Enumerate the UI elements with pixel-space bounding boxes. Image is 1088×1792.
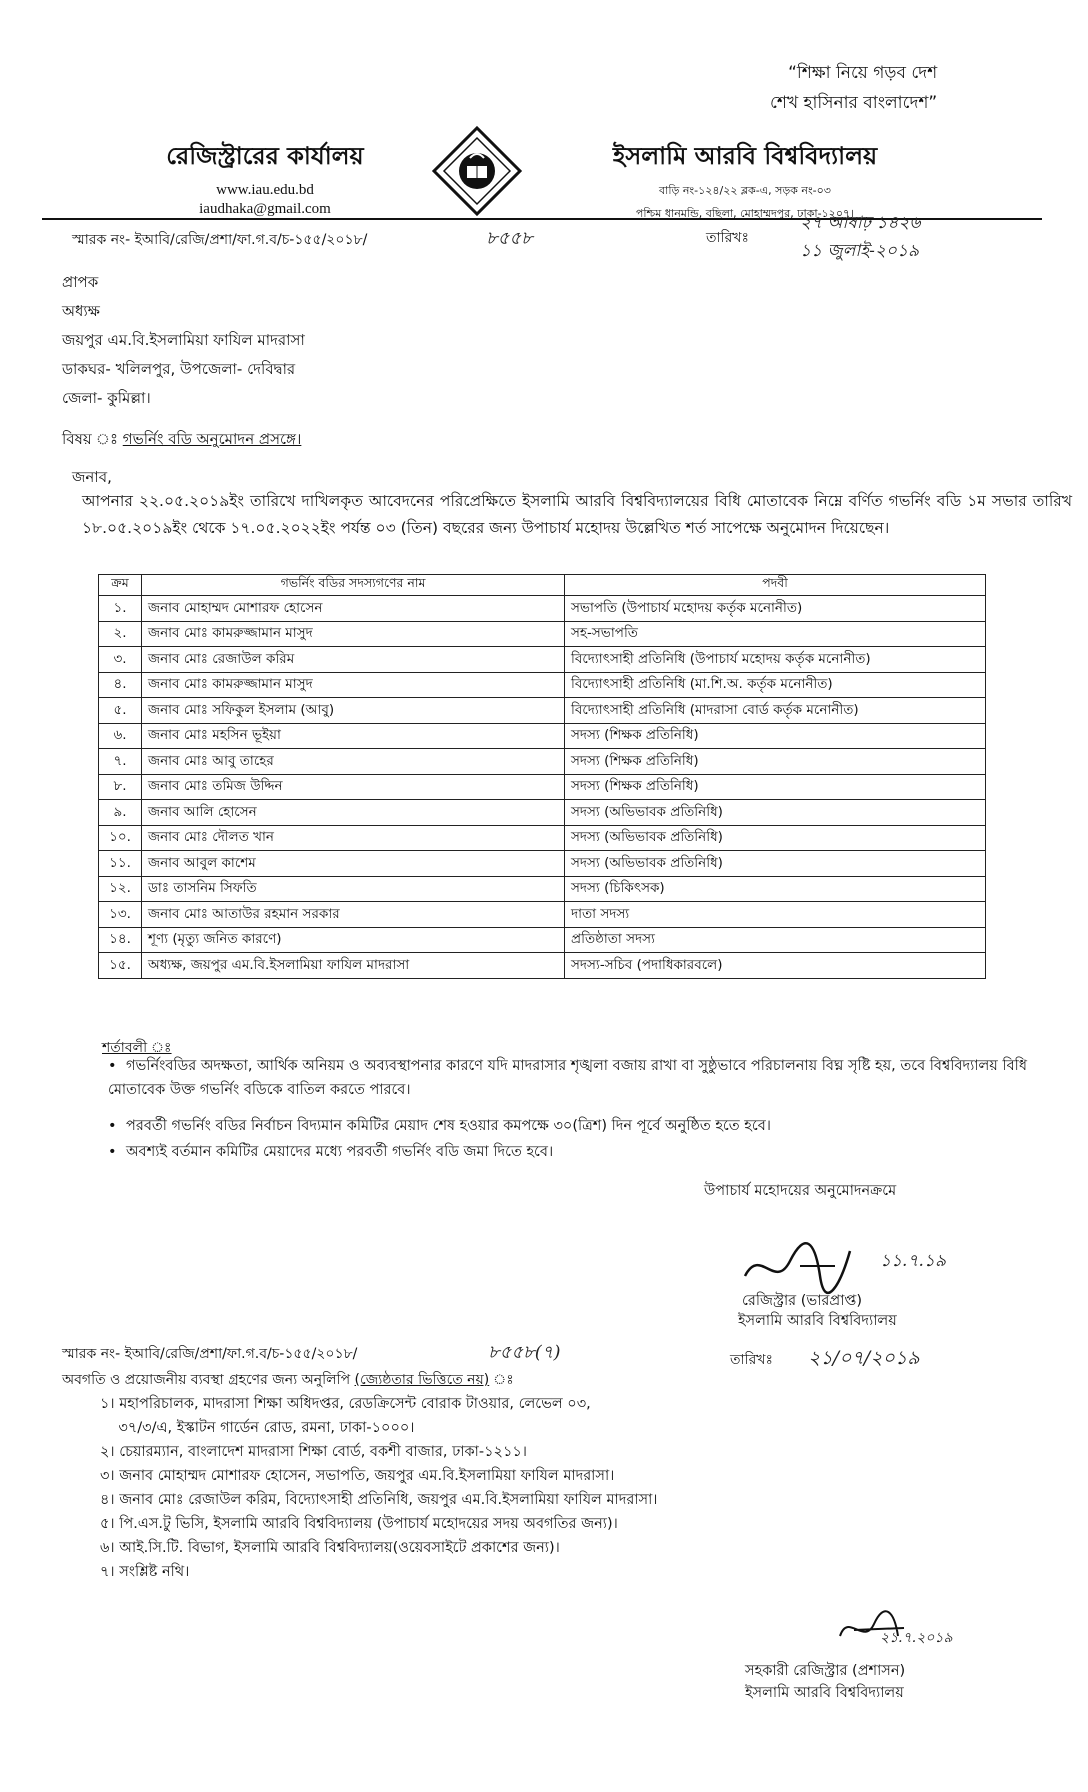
body-paragraph: আপনার ২২.০৫.২০১৯ইং তারিখে দাখিলকৃত আবেদনের পরিপ্রেক্ষিতে ইসলামি আরবি বিশ্ববিদ্যালয়ের বিধি মোতাবেক নিম্নে বর্ণিত গভর্নিং বডি ১ম সভার তারিখ ১৮.০৫.২০১৯ইং থেকে ১৭.০৫.২০২২ইং পর্যন্ত ০৩ (তিন) বছরের জন্য উপাচার্য মহোদয় উল্লেখিত শর্ত সাপেক্ষে অনুমোদন দিয়েছেন। [82,492,1072,537]
recipient-institution: জয়পুর এম.বি.ইসলামিয়া ফাযিল মাদরাসা [62,331,305,349]
cell-designation: সদস্য (অভিভাবক প্রতিনিধি) [565,825,986,851]
date-handwritten-bangla: ২৭ আষাঢ় ১৪২৬ [800,213,921,233]
address-line2: পশ্চিম ধানমন্ডি, বছিলা, মোহাম্মদপুর, ঢাকা-১২০৭। [635,207,855,220]
table-row [99,902,986,928]
cell-designation: বিদ্যোৎসাহী প্রতিনিধি (মা.শি.অ. কর্তৃক মনোনীত) [565,672,986,698]
date-copy-handwritten: ২১/০৭/২০১৯ [808,1347,920,1369]
subject-line [62,428,301,453]
cell-member-name: জনাব আলি হোসেন [142,800,565,826]
column-header-name: গভর্নিং বডির সদস্যগণের নাম [142,575,565,596]
table-row [99,723,986,749]
table-row [99,876,986,902]
cell-member-name: অধ্যক্ষ, জয়পুর এম.বি.ইসলামিয়া ফাযিল মাদরাসা [142,953,565,979]
copy-item: ১। মহাপরিচালক, মাদরাসা শিক্ষা অধিদপ্তর, রেডক্রিসেন্ট বোরাক টাওয়ার, লেভেল ০৩, [100,1396,591,1412]
table-row [99,749,986,775]
cell-member-name: জনাব মোঃ সফিকুল ইসলাম (আবু) [142,698,565,724]
assistant-registrar-title: সহকারী রেজিস্ট্রার (প্রশাসন) [745,1663,906,1679]
cell-serial: ১২. [99,876,142,902]
cell-member-name: শূণ্য (মৃত্যু জনিত কারণে) [142,927,565,953]
motto-line2: শেখ হাসিনার বাংলাদেশ” [770,93,938,113]
table-row [99,800,986,826]
copies-list [100,1392,658,1584]
cell-serial: ১৪. [99,927,142,953]
date-handwritten-english: ১১ জুলাই-২০১৯ [800,241,920,261]
cell-serial: ১০. [99,825,142,851]
cell-serial: ১৩. [99,902,142,928]
copy-item: ৬। আই.সি.টি. বিভাগ, ইসলামি আরবি বিশ্ববিদ্যালয়(ওয়েবসাইটে প্রকাশের জন্য)। [100,1540,560,1556]
cell-designation: সদস্য (অভিভাবক প্রতিনিধি) [565,851,986,877]
recipient-block [62,268,305,413]
cell-serial: ৫. [99,698,142,724]
recipient-label: প্রাপক [62,273,99,291]
cell-serial: ১১. [99,851,142,877]
office-name: রেজিস্ট্রারের কার্যালয় [166,142,364,170]
registrar-signature [740,1236,870,1296]
cell-serial: ৮. [99,774,142,800]
copy-item: ৩। জনাব মোহাম্মদ মোশারফ হোসেন, সভাপতি, জয়পুর এম.বি.ইসলামিয়া ফাযিল মাদরাসা। [100,1468,615,1484]
cell-serial: ৭. [99,749,142,775]
address-line1: বাড়ি নং-১২৪/২২ ব্লক-এ, সড়ক নং-০৩ [659,184,831,197]
condition-item: • গভর্নিংবডির অদক্ষতা, আর্থিক অনিয়ম ও অব্যবস্থাপনার কারণে যদি মাদরাসার শৃঙ্খলা বজায় রাখা বা সুষ্ঠুভাবে পরিচালনায় বিঘ্ন সৃষ্টি হয়, তবে বিশ্ববিদ্যালয় বিধি মোতাবেক উক্ত গভর্নিং বডিকে বাতিল করতে পারবে। [108,1054,1083,1102]
recipient-post: ডাকঘর- খলিলপুর, উপজেলা- দেবিদ্বার [62,360,296,378]
office-header [135,138,395,218]
copy-item: ৪। জনাব মোঃ রেজাউল করিম, বিদ্যোৎসাহী প্রতিনিধি, জয়পুর এম.বি.ইসলামিয়া ফাযিল মাদরাসা। [100,1492,658,1508]
cell-designation: বিদ্যোৎসাহী প্রতিনিধি (উপাচার্য মহোদয় কর্তৃক মনোনীত) [565,647,986,673]
cell-member-name: জনাব মোঃ রেজাউল করিম [142,647,565,673]
bullet-icon: • [108,1144,117,1160]
recipient-district: জেলা- কুমিল্লা। [62,389,151,407]
cell-member-name: জনাব মোঃ আবু তাহের [142,749,565,775]
cell-serial: ১. [99,596,142,622]
cell-member-name: জনাব মোঃ আতাউর রহমান সরকার [142,902,565,928]
cell-designation: সদস্য (শিক্ষক প্রতিনিধি) [565,723,986,749]
website-link[interactable]: www.iau.edu.bd [216,182,314,198]
date-label: তারিখঃ [706,230,749,246]
table-row [99,698,986,724]
table-row [99,672,986,698]
copy-item: ৭। সংশ্লিষ্ট নথি। [100,1564,190,1580]
memo-reference-copy: স্মারক নং- ইআবি/রেজি/প্রশা/ফা.গ.ব/চ-১৫৫/২০১৮/ [62,1346,358,1362]
cell-member-name: জনাব আবুল কাশেম [142,851,565,877]
copy-item: ৩৭/৩/এ, ইস্কাটন গার্ডেন রোড, রমনা, ঢাকা-১০০০। [100,1420,415,1436]
subject-text: গভর্নিং বডি অনুমোদন প্রসঙ্গে। [122,430,302,448]
cell-member-name: জনাব মোহাম্মদ মোশারফ হোসেন [142,596,565,622]
cell-serial: ৪. [99,672,142,698]
table-row [99,647,986,673]
governing-body-table [98,574,986,979]
signature-date-handwritten: ১১.৭.১৯ [880,1251,946,1271]
condition-item: • পরবর্তী গভর্নিং বডির নির্বাচন বিদ্যমান কমিটির মেয়াদ শেষ হওয়ার কমপক্ষে ৩০(ত্রিশ) দিন পূর্বে অনুষ্ঠিত হতে হবে। [108,1114,1083,1138]
bullet-icon: • [108,1058,117,1074]
cell-serial: ৬. [99,723,142,749]
cell-member-name: ডাঃ তাসনিম সিফতি [142,876,565,902]
copies-title-note: (জ্যেষ্ঠতার ভিত্তিতে নয়) [354,1372,490,1388]
cell-designation: বিদ্যোৎসাহী প্রতিনিধি (মাদরাসা বোর্ড কর্তৃক মনোনীত) [565,698,986,724]
table-row [99,825,986,851]
cell-designation: সদস্য (শিক্ষক প্রতিনিধি) [565,749,986,775]
table-header-row [99,575,986,596]
cell-serial: ৯. [99,800,142,826]
assistant-registrar-university: ইসলামি আরবি বিশ্ববিদ্যালয় [745,1685,904,1701]
cell-designation: সদস্য (শিক্ষক প্রতিনিধি) [565,774,986,800]
university-name: ইসলামি আরবি বিশ্ববিদ্যালয় [612,142,878,170]
signature2-date-handwritten: ২১.৭.২০১৯ [880,1630,953,1646]
cell-designation: সদস্য (অভিভাবক প্রতিনিধি) [565,800,986,826]
cell-designation: সহ-সভাপতি [565,621,986,647]
approval-note: উপাচার্য মহোদয়ের অনুমোদনক্রমে [704,1183,897,1199]
bullet-icon: • [108,1118,117,1134]
motto-line1: “শিক্ষা নিয়ে গড়ব দেশ [788,63,938,83]
cell-member-name: জনাব মোঃ দৌলত খান [142,825,565,851]
cell-designation: সভাপতি (উপাচার্য মহোদয় কর্তৃক মনোনীত) [565,596,986,622]
recipient-title: অধ্যক্ষ [62,302,100,320]
table-row [99,774,986,800]
copy-item: ২। চেয়ারম্যান, বাংলাদেশ মাদরাসা শিক্ষা বোর্ড, বকশী বাজার, ঢাকা-১২১১। [100,1444,527,1460]
table-row [99,621,986,647]
column-header-designation: পদবী [565,575,986,596]
date-label-copy: তারিখঃ [730,1352,773,1368]
cell-member-name: জনাব মোঃ মহসিন ভূইয়া [142,723,565,749]
memo-reference-handwritten: ৮৫৫৮ [486,228,533,249]
table-row [99,927,986,953]
table-row [99,851,986,877]
memo-reference: স্মারক নং- ইআবি/রেজি/প্রশা/ফা.গ.ব/চ-১৫৫/২০১৮/ [72,232,368,248]
conditions-title: শর্তাবলী ঃ [102,1040,172,1056]
cell-designation: দাতা সদস্য [565,902,986,928]
memo-reference-copy-handwritten: ৮৫৫৮(৭) [488,1342,561,1363]
cell-designation: প্রতিষ্ঠাতা সদস্য [565,927,986,953]
cell-member-name: জনাব মোঃ তমিজ উদ্দিন [142,774,565,800]
registrar-university: ইসলামি আরবি বিশ্ববিদ্যালয় [738,1313,897,1329]
column-header-serial: ক্রম [99,575,142,596]
cell-member-name: জনাব মোঃ কামরুজ্জামান মাসুদ [142,621,565,647]
university-seal-icon [430,124,524,218]
motto [770,58,937,118]
subject-label: বিষয় ঃ [62,430,118,448]
cell-serial: ১৫. [99,953,142,979]
cell-serial: ২. [99,621,142,647]
table-row [99,596,986,622]
copy-item: ৫। পি.এস.টু ভিসি, ইসলামি আরবি বিশ্ববিদ্যালয় (উপাচার্য মহোদয়ের সদয় অবগতির জন্য)। [100,1516,618,1532]
copies-title: অবগতি ও প্রয়োজনীয় ব্যবস্থা গ্রহণের জন্য অনুলিপি (জ্যেষ্ঠতার ভিত্তিতে নয়) ঃ [62,1372,514,1388]
cell-member-name: জনাব মোঃ কামরুজ্জামান মাসুদ [142,672,565,698]
cell-designation: সদস্য (চিকিৎসক) [565,876,986,902]
salutation: জনাব, [72,468,112,486]
table-row [99,953,986,979]
email-link[interactable]: iaudhaka@gmail.com [199,201,331,217]
registrar-title: রেজিস্ট্রার (ভারপ্রাপ্ত) [742,1293,863,1309]
cell-designation: সদস্য-সচিব (পদাধিকারবলে) [565,953,986,979]
condition-item: • অবশ্যই বর্তমান কমিটির মেয়াদের মধ্যে পরবর্তী গভর্নিং বডি জমা দিতে হবে। [108,1140,1083,1164]
cell-serial: ৩. [99,647,142,673]
